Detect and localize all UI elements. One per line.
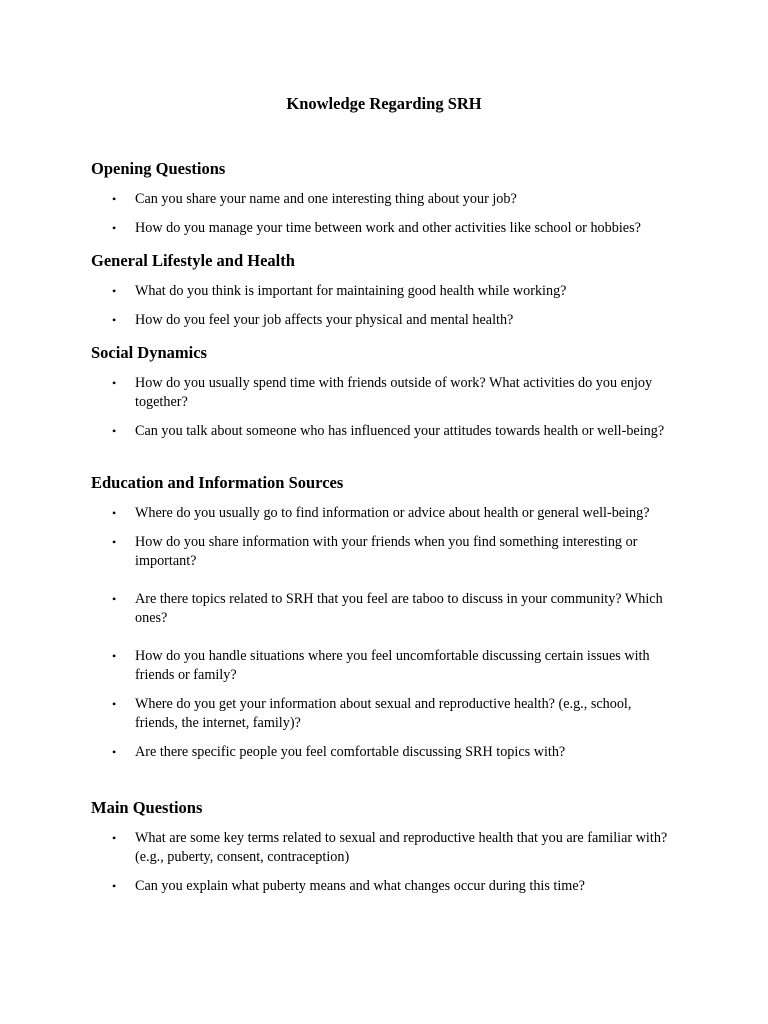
question-text: How do you share information with your friends when you find something interesting or important?	[135, 534, 638, 569]
question-text: Where do you usually go to find information or advice about health or general well-being?	[135, 505, 650, 521]
list-item	[91, 190, 675, 209]
bullet-icon: •	[112, 649, 117, 663]
list-item	[91, 590, 675, 628]
section-education-information	[91, 472, 691, 762]
section-heading: Social Dynamics	[91, 343, 207, 362]
list-item	[91, 695, 675, 733]
bullet-icon: •	[112, 284, 117, 298]
section-main-questions	[91, 797, 691, 896]
list-item	[91, 282, 675, 301]
list-item	[91, 647, 675, 685]
question-list	[91, 829, 691, 896]
bullet-icon: •	[112, 221, 117, 235]
section-general-lifestyle	[91, 250, 691, 330]
question-text: How do you manage your time between work and other activities like school or hobbies?	[135, 220, 641, 236]
question-text: How do you feel your job affects your physical and mental health?	[135, 312, 514, 328]
question-text: Can you share your name and one interesting thing about your job?	[135, 191, 517, 207]
bullet-icon: •	[112, 506, 117, 520]
list-item	[91, 422, 675, 441]
bullet-icon: •	[112, 831, 117, 845]
bullet-icon: •	[112, 192, 117, 206]
list-item	[91, 877, 675, 896]
list-item	[91, 533, 675, 571]
question-list	[91, 504, 691, 762]
list-item	[91, 504, 675, 523]
section-opening-questions	[91, 158, 691, 238]
question-text: What do you think is important for maintaining good health while working?	[135, 283, 567, 299]
bullet-icon: •	[112, 745, 117, 759]
section-heading: General Lifestyle and Health	[91, 251, 295, 270]
bullet-icon: •	[112, 313, 117, 327]
section-heading: Education and Information Sources	[91, 473, 344, 492]
bullet-icon: •	[112, 535, 117, 549]
list-item	[91, 219, 675, 238]
bullet-icon: •	[112, 697, 117, 711]
question-text: How do you handle situations where you feel uncomfortable discussing certain issues with friends or family?	[135, 648, 650, 683]
section-heading: Opening Questions	[91, 159, 226, 178]
list-item	[91, 374, 675, 412]
question-text: What are some key terms related to sexual and reproductive health that you are familiar with? (e.g., puberty, consent, contraception)	[135, 830, 668, 865]
question-list	[91, 374, 691, 441]
bullet-icon: •	[112, 879, 117, 893]
bullet-icon: •	[112, 592, 117, 606]
bullet-icon: •	[112, 376, 117, 390]
question-list	[91, 190, 691, 238]
page-title: Knowledge Regarding SRH	[286, 94, 482, 113]
question-text: Can you talk about someone who has influenced your attitudes towards health or well-being?	[135, 423, 665, 439]
list-item	[91, 311, 675, 330]
bullet-icon: •	[112, 424, 117, 438]
section-social-dynamics	[91, 342, 691, 441]
question-text: Can you explain what puberty means and what changes occur during this time?	[135, 878, 585, 894]
section-heading: Main Questions	[91, 798, 203, 817]
question-list	[91, 282, 691, 330]
question-text: How do you usually spend time with friends outside of work? What activities do you enjoy together?	[135, 375, 653, 410]
question-text: Are there specific people you feel comfortable discussing SRH topics with?	[135, 744, 566, 760]
question-text: Where do you get your information about sexual and reproductive health? (e.g., school, friends, the internet, family)?	[135, 696, 632, 731]
list-item	[91, 743, 675, 762]
list-item	[91, 829, 675, 867]
question-text: Are there topics related to SRH that you feel are taboo to discuss in your community? Which ones?	[135, 591, 663, 626]
